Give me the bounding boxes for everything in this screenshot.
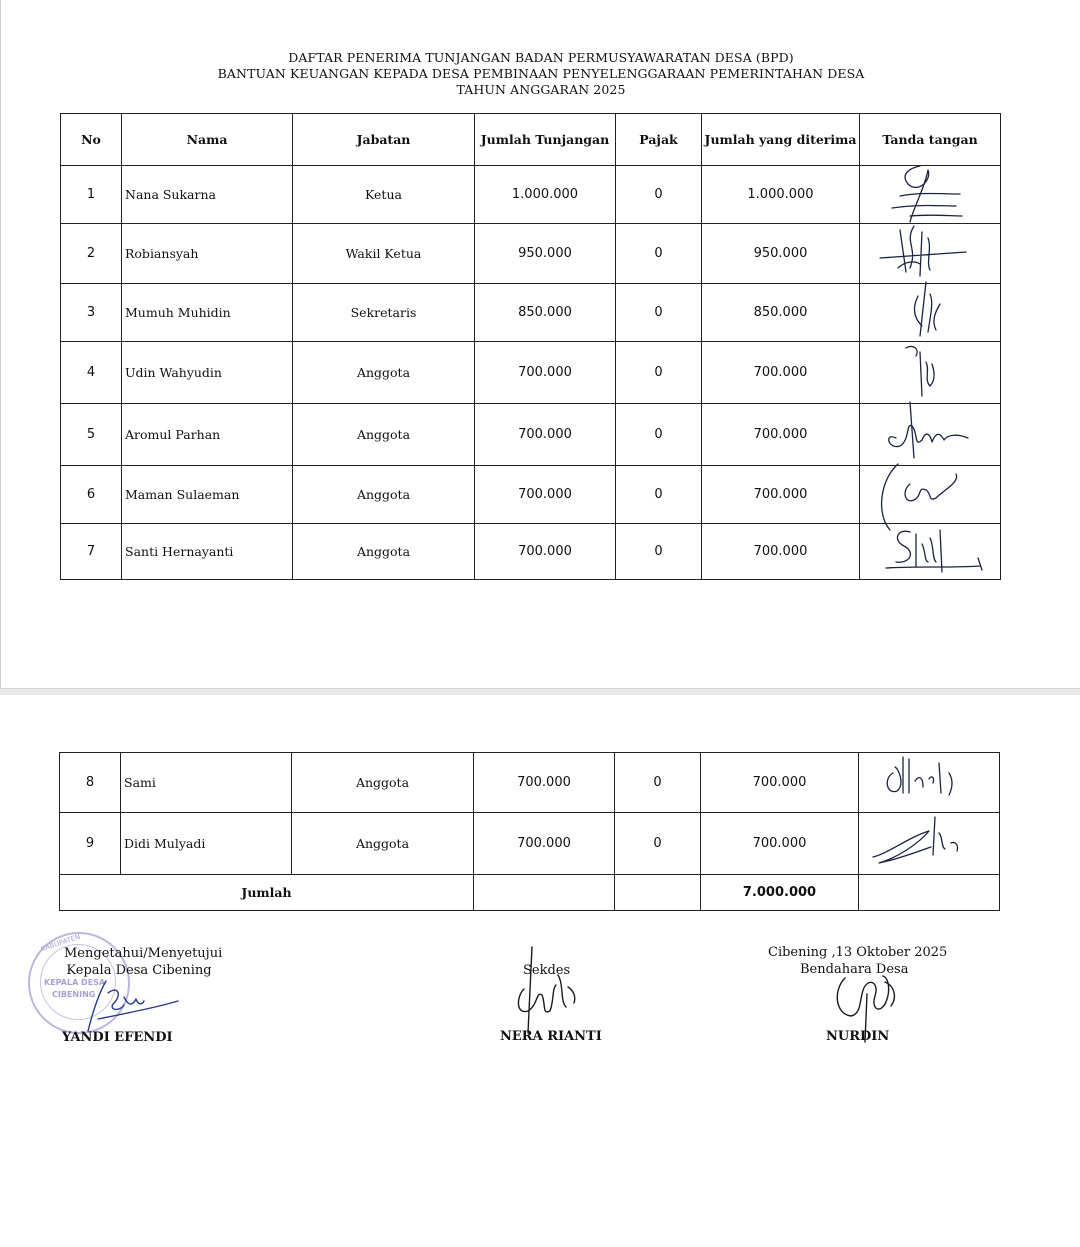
col-header-no: No bbox=[61, 114, 122, 166]
cell-nama: Maman Sulaeman bbox=[122, 466, 293, 524]
table-row bbox=[61, 166, 1001, 224]
table-row bbox=[60, 753, 1000, 813]
cell-tunjangan: 700.000 bbox=[475, 404, 616, 466]
recipients-table-part-1 bbox=[60, 113, 1001, 580]
cell-jabatan: Anggota bbox=[292, 753, 474, 813]
cell-signature bbox=[860, 524, 1001, 580]
table-row bbox=[61, 466, 1001, 524]
total-label: Jumlah bbox=[60, 875, 474, 911]
cell-signature bbox=[860, 466, 1001, 524]
cell-nama: Nana Sukarna bbox=[122, 166, 293, 224]
stamp-text-2: CIBENING bbox=[52, 990, 96, 999]
left-signature-image bbox=[78, 975, 188, 1035]
left-signer-name: YANDI EFENDI bbox=[62, 1030, 173, 1045]
recipients-table-part-2 bbox=[59, 752, 1000, 911]
cell-no: 1 bbox=[61, 166, 122, 224]
table-row bbox=[60, 813, 1000, 875]
signature-3-image bbox=[870, 278, 980, 344]
cell-no: 4 bbox=[61, 342, 122, 404]
middle-signer-name: NERA RIANTI bbox=[500, 1029, 602, 1044]
cell-diterima: 700.000 bbox=[702, 342, 860, 404]
cell-nama: Didi Mulyadi bbox=[121, 813, 292, 875]
col-header-tanda-tangan: Tanda tangan bbox=[860, 114, 1001, 166]
cell-signature bbox=[860, 284, 1001, 342]
left-line-2: Kepala Desa Cibening bbox=[66, 963, 212, 978]
signature-5-image bbox=[870, 398, 980, 464]
cell-jabatan: Anggota bbox=[293, 342, 475, 404]
cell-pajak: 0 bbox=[615, 753, 701, 813]
cell-diterima: 700.000 bbox=[701, 753, 859, 813]
cell-jabatan: Wakil Ketua bbox=[293, 224, 475, 284]
cell-no: 3 bbox=[61, 284, 122, 342]
cell-tunjangan: 850.000 bbox=[475, 284, 616, 342]
cell-nama: Robiansyah bbox=[122, 224, 293, 284]
cell-jabatan: Anggota bbox=[293, 524, 475, 580]
signature-4-image bbox=[870, 336, 980, 402]
signature-2-image bbox=[870, 218, 980, 284]
col-header-diterima: Jumlah yang diterima bbox=[702, 114, 860, 166]
document-header bbox=[1, 50, 1080, 98]
middle-signature-image bbox=[494, 945, 594, 1040]
cell-diterima: 700.000 bbox=[701, 813, 859, 875]
cell-no: 8 bbox=[60, 753, 121, 813]
header-line-2: BANTUAN KEUANGAN KEPADA DESA PEMBINAAN PENYELENGGARAAN PEMERINTAHAN DESA bbox=[217, 66, 865, 81]
stamp-text-top: KABUPATEN bbox=[39, 932, 82, 954]
cell-diterima: 700.000 bbox=[702, 524, 860, 580]
cell-signature bbox=[860, 224, 1001, 284]
signature-9-image bbox=[869, 807, 989, 873]
cell-signature bbox=[860, 342, 1001, 404]
middle-line-1: Sekdes bbox=[523, 963, 571, 978]
total-row bbox=[60, 875, 1000, 911]
cell-tunjangan: 700.000 bbox=[474, 753, 615, 813]
cell-pajak: 0 bbox=[616, 166, 702, 224]
cell-tunjangan: 950.000 bbox=[475, 224, 616, 284]
cell-pajak: 0 bbox=[615, 813, 701, 875]
table-header-row bbox=[61, 114, 1001, 166]
table-row bbox=[61, 524, 1001, 580]
cell-tunjangan: 700.000 bbox=[475, 342, 616, 404]
cell-jabatan: Sekretaris bbox=[293, 284, 475, 342]
cell-nama: Mumuh Muhidin bbox=[122, 284, 293, 342]
col-header-jabatan: Jabatan bbox=[293, 114, 475, 166]
cell-tunjangan: 700.000 bbox=[474, 813, 615, 875]
cell-diterima: 1.000.000 bbox=[702, 166, 860, 224]
cell-jabatan: Ketua bbox=[293, 166, 475, 224]
total-empty-cell bbox=[859, 875, 1000, 911]
cell-jabatan: Anggota bbox=[293, 404, 475, 466]
cell-no: 9 bbox=[60, 813, 121, 875]
cell-signature bbox=[860, 166, 1001, 224]
table-row bbox=[61, 284, 1001, 342]
cell-diterima: 850.000 bbox=[702, 284, 860, 342]
cell-diterima: 700.000 bbox=[702, 466, 860, 524]
cell-signature bbox=[859, 813, 1000, 875]
stamp-text-1: KEPALA DESA bbox=[44, 978, 106, 987]
right-line-2: Bendahara Desa bbox=[800, 962, 909, 977]
table-row bbox=[61, 342, 1001, 404]
cell-nama: Udin Wahyudin bbox=[122, 342, 293, 404]
signature-7-image bbox=[870, 518, 990, 584]
cell-no: 2 bbox=[61, 224, 122, 284]
cell-signature bbox=[860, 404, 1001, 466]
cell-no: 7 bbox=[61, 524, 122, 580]
cell-jabatan: Anggota bbox=[292, 813, 474, 875]
cell-tunjangan: 700.000 bbox=[475, 466, 616, 524]
header-line-3: TAHUN ANGGARAN 2025 bbox=[456, 82, 626, 97]
cell-pajak: 0 bbox=[616, 284, 702, 342]
cell-nama: Aromul Parhan bbox=[122, 404, 293, 466]
cell-nama: Santi Hernayanti bbox=[122, 524, 293, 580]
cell-pajak: 0 bbox=[616, 404, 702, 466]
total-empty-cell bbox=[615, 875, 701, 911]
header-line-1: DAFTAR PENERIMA TUNJANGAN BADAN PERMUSYAWARATAN DESA (BPD) bbox=[288, 50, 794, 65]
cell-pajak: 0 bbox=[616, 224, 702, 284]
cell-no: 5 bbox=[61, 404, 122, 466]
table-row bbox=[61, 404, 1001, 466]
cell-diterima: 700.000 bbox=[702, 404, 860, 466]
right-place-date: Cibening ,13 Oktober 2025 bbox=[768, 945, 948, 960]
cell-diterima: 950.000 bbox=[702, 224, 860, 284]
col-header-nama: Nama bbox=[122, 114, 293, 166]
cell-tunjangan: 700.000 bbox=[475, 524, 616, 580]
cell-pajak: 0 bbox=[616, 466, 702, 524]
col-header-pajak: Pajak bbox=[616, 114, 702, 166]
cell-nama: Sami bbox=[121, 753, 292, 813]
cell-no: 6 bbox=[61, 466, 122, 524]
cell-jabatan: Anggota bbox=[293, 466, 475, 524]
cell-pajak: 0 bbox=[616, 342, 702, 404]
cell-tunjangan: 1.000.000 bbox=[475, 166, 616, 224]
signature-block-left bbox=[64, 945, 223, 979]
col-header-tunjangan: Jumlah Tunjangan bbox=[475, 114, 616, 166]
total-value: 7.000.000 bbox=[701, 875, 859, 911]
right-signer-name: NURDIN bbox=[826, 1029, 890, 1044]
signature-8-image bbox=[869, 747, 979, 813]
cell-pajak: 0 bbox=[616, 524, 702, 580]
total-empty-cell bbox=[474, 875, 615, 911]
cell-signature bbox=[859, 753, 1000, 813]
table-row bbox=[61, 224, 1001, 284]
left-line-1: Mengetahui/Menyetujui bbox=[64, 946, 223, 961]
